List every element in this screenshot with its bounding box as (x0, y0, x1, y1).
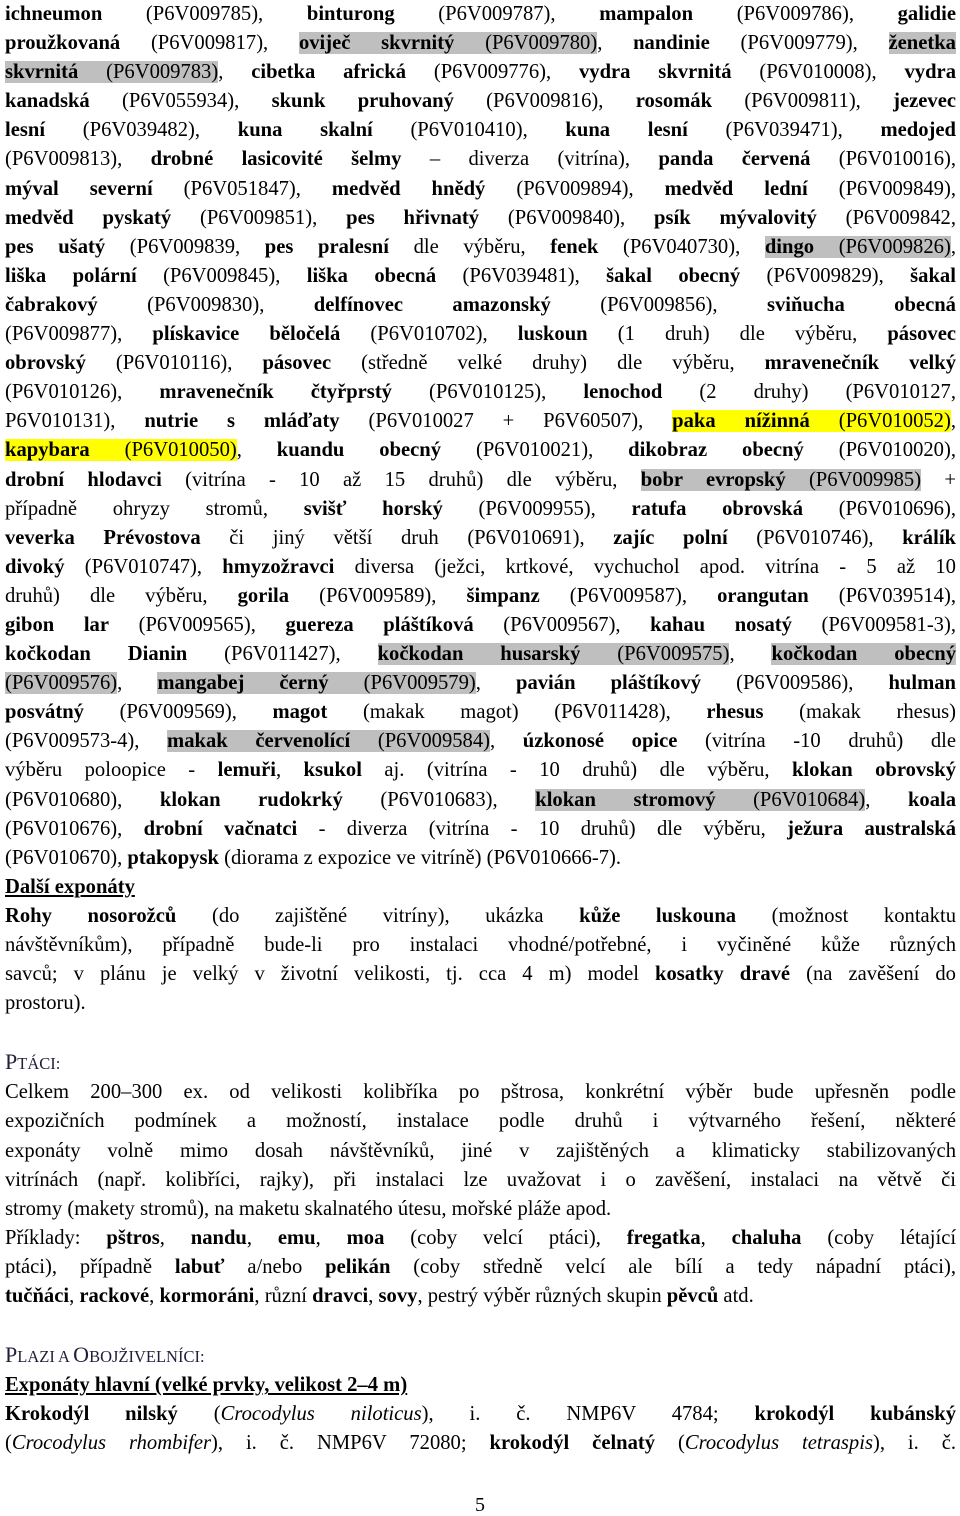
bold-term: gibon lar (5, 613, 109, 636)
text-line (5, 378, 956, 407)
bold-term: rhesus (706, 701, 764, 724)
text-run: (P6V011427), (187, 643, 378, 666)
text-run: (P6V010696), (803, 497, 956, 520)
text-run: , různí (254, 1285, 313, 1308)
text-line (5, 291, 956, 320)
bold-term: lemuři (217, 759, 276, 782)
text-run: (možnost kontaktu (736, 904, 956, 927)
dalsi-exponaty-paragraph (5, 902, 956, 1018)
section-heading-plazi-obojzivelnici: PLAZI A OBOJŽIVELNÍCI: (5, 1342, 205, 1368)
text-run: (P6V009839, (105, 235, 265, 258)
bold-term: ksukol (303, 759, 362, 782)
text-run: (P6V010027 + P6V60507), (339, 410, 673, 433)
text-run: savců; v plánu je velký v životní velikosti, tj. cca 4 m) model (5, 963, 656, 986)
bold-term: králík (902, 526, 956, 549)
text-line (5, 58, 956, 87)
text-line (5, 931, 956, 960)
bold-term: tučňáci (5, 1285, 70, 1308)
highlighted-text: kočkodan husarský (377, 643, 581, 666)
section-heading-ptaci: PTÁCI: (5, 1049, 61, 1075)
text-run: (P6V009813), (5, 148, 151, 171)
text-run: (P6V009894), (485, 177, 665, 200)
bold-term: vydra skvrnitá (578, 61, 732, 84)
highlighted-text: (P6V009783) (78, 61, 219, 84)
text-run: prostoru). (5, 992, 86, 1015)
bold-term: úzkonosé opice (522, 730, 678, 753)
text-line (5, 175, 956, 204)
highlighted-text: (P6V009575) (580, 643, 730, 666)
text-run: (P6V009851), (171, 206, 347, 229)
text-run: (P6V009786), (693, 3, 898, 25)
text-run: - diverza (vitrína - 10 druhů) dle výběru, (297, 817, 788, 840)
text-run: či jiný větší druh (P6V010691), (200, 526, 614, 549)
text-run: (vitrína -10 druhů) dle (677, 730, 957, 753)
text-run: (P6V039482), (45, 119, 238, 142)
text-run: ), i. č. NMP6V 4784; (421, 1403, 755, 1426)
bold-term: hulman (888, 672, 956, 695)
bold-term: kanadská (5, 90, 90, 113)
text-run: (P6V010746), (727, 526, 903, 549)
text-run: (P6V009830), (97, 293, 314, 316)
italic-term: Crocodylus rhombifer (11, 1432, 211, 1455)
bold-term: šakal obecný (606, 264, 741, 287)
bold-term: gorila (237, 584, 290, 607)
text-run: , (729, 643, 772, 666)
text-run: , (950, 235, 956, 258)
highlighted-text: (P6V009576) (5, 672, 118, 695)
text-line (5, 611, 956, 640)
text-line (5, 1429, 956, 1458)
bold-term: nutrie s mláďaty (144, 410, 340, 433)
text-run: (P6V009785), (102, 3, 307, 25)
bold-term: fenek (550, 235, 599, 258)
text-run: (P6V055934), (89, 90, 272, 113)
bold-term: orangutan (717, 584, 809, 607)
text-run: (P6V010676), (5, 817, 144, 840)
bold-term: labuť (174, 1255, 225, 1278)
text-run: (P6V010747), (64, 555, 223, 578)
ptaci-description-paragraph (5, 1078, 956, 1223)
text-run: ( (5, 1432, 12, 1455)
text-run: vitrínách (např. kolibříci, rajky), při instalaci lze uvažovat i o zavěšení, instalaci na větvě či (5, 1168, 956, 1191)
text-run: a/nebo (224, 1255, 326, 1278)
bold-term: pes pralesní (264, 235, 389, 258)
bold-term: pavián pláštíkový (516, 672, 702, 695)
bold-term: mýval severní (5, 177, 153, 200)
text-run: (na zavěšení do (790, 963, 956, 986)
bold-term: čabrakový (5, 293, 98, 316)
text-line (5, 844, 956, 873)
text-run: , pestrý výběr různých skupin (417, 1285, 667, 1308)
text-run: případně ohryzy stromů, (5, 497, 304, 520)
text-run: (P6V010680), (5, 788, 160, 811)
text-run: (P6V039471), (687, 119, 881, 142)
text-line (5, 640, 956, 669)
text-run: Celkem 200–300 ex. od velikosti kolibříka po pštrosa, konkrétní výběr bude upřesněn podle (5, 1081, 956, 1104)
highlighted-text: (P6V010050) (89, 439, 237, 462)
text-run: , (597, 32, 634, 55)
highlighted-text: (P6V009985) (785, 468, 922, 491)
text-run: Příklady: (5, 1226, 107, 1249)
text-run: , (246, 1226, 278, 1249)
bold-term: obrovský (5, 352, 86, 375)
bold-term: drobné lasicovité šelmy (150, 148, 402, 171)
text-run: exponáty volně mimo dosah návštěvníků, jiné v zajištěných a klimaticky stabilizovaných (5, 1139, 956, 1162)
text-run: (P6V039514), (808, 584, 956, 607)
bold-term: delfínovec amazonský (313, 293, 551, 316)
text-run: , (149, 1285, 160, 1308)
text-run: dle výběru, (388, 235, 551, 258)
text-run: (středně velké druhy) dle výběru, (331, 352, 765, 375)
text-run: (P6V009811), (712, 90, 894, 113)
text-line (5, 407, 956, 436)
highlighted-text: ženetka (888, 32, 956, 55)
text-line (5, 553, 956, 582)
text-run: druhů) dle výběru, (5, 584, 238, 607)
highlighted-text: paka nížinná (672, 410, 810, 433)
text-run: (P6V009877), (5, 323, 153, 346)
text-line (5, 815, 956, 844)
bold-term: cibetka africká (251, 61, 407, 84)
bold-term: hmyzožravci (222, 555, 335, 578)
bold-term: skunk pruhovaný (271, 90, 454, 113)
text-run: (P6V010702), (340, 323, 518, 346)
bold-term: kočkodan Dianin (5, 643, 188, 666)
text-run: ), i. č. NMP6V 72080; (211, 1432, 490, 1455)
bold-term: pes ušatý (5, 235, 106, 258)
bold-term: lenochod (583, 381, 663, 404)
text-run: , (117, 672, 158, 695)
text-run: (P6V010410), (372, 119, 566, 142)
highlighted-text: dingo (764, 235, 815, 258)
page-number: 5 (475, 1494, 485, 1516)
highlighted-text: (P6V009780) (454, 32, 598, 55)
bold-term: kůže luskouna (579, 904, 737, 927)
ptaci-examples-paragraph (5, 1224, 956, 1311)
bold-term: Rohy nosorožců (5, 904, 177, 927)
text-run: + (921, 468, 956, 491)
text-run: (P6V010016), (810, 148, 957, 171)
bold-term: veverka Prévostova (5, 526, 201, 549)
highlighted-text: kapybara (5, 439, 90, 462)
bold-term: panda červená (658, 148, 811, 171)
bold-term: vydra (904, 61, 956, 84)
text-line (5, 233, 956, 262)
bold-term: fregatka (626, 1226, 701, 1249)
text-run: (2 druhy) (P6V010127, (662, 381, 956, 404)
text-run: (coby létající (801, 1226, 957, 1249)
text-line (5, 495, 956, 524)
text-run: (P6V010020), (803, 439, 956, 462)
text-line (5, 87, 956, 116)
bold-term: ratufa obrovská (631, 497, 803, 520)
bold-term: pěvců (666, 1285, 719, 1308)
bold-term: liška obecná (306, 264, 437, 287)
text-run: (P6V009565), (108, 613, 286, 636)
bold-term: krokodýl čelnatý (489, 1432, 656, 1455)
text-run: ), i. č. (872, 1432, 957, 1455)
bold-term: galidie (897, 3, 956, 25)
bold-term: klokan rudokrký (159, 788, 343, 811)
bold-term: lesní (5, 119, 46, 142)
text-line (5, 989, 956, 1018)
text-run: (P6V009779), (709, 32, 889, 55)
text-run: (P6V009842, (816, 206, 956, 229)
bold-term: krokodýl kubánský (754, 1403, 957, 1426)
text-run: (P6V009955), (442, 497, 632, 520)
bold-term: šimpanz (466, 584, 540, 607)
text-run: , (218, 61, 252, 84)
text-line (5, 727, 956, 756)
bold-term: ichneumon (5, 3, 103, 25)
highlighted-text: (P6V009579) (328, 672, 476, 695)
bold-term: luskoun (517, 323, 588, 346)
text-run: (P6V009776), (406, 61, 579, 84)
text-run: (P6V009817), (120, 32, 299, 55)
bold-term: mravenečník čtyřprstý (159, 381, 392, 404)
mammals-species-list (5, 0, 956, 873)
text-run: (P6V010683), (342, 788, 536, 811)
text-run: , (275, 759, 304, 782)
section-heading-dalsi-exponaty: Další exponáty (5, 875, 135, 898)
bold-term: psík mývalovitý (654, 206, 817, 229)
text-run: (do zajištěné vitríny), ukázka (176, 904, 580, 927)
text-run: ( (177, 1403, 221, 1426)
text-line (5, 1107, 956, 1136)
bold-term: kahau nosatý (650, 613, 792, 636)
text-run: (P6V051847), (152, 177, 332, 200)
bold-term: rackové (79, 1285, 150, 1308)
text-run: (P6V009787), (394, 3, 600, 25)
highlighted-text: (P6V009584) (350, 730, 490, 753)
text-run: (P6V009569), (83, 701, 273, 724)
bold-term: zajíc polní (613, 526, 728, 549)
text-line (5, 1400, 956, 1429)
highlighted-text: mangabej černý (157, 672, 329, 695)
highlighted-text: kočkodan obecný (771, 643, 956, 666)
bold-term: Krokodýl nilský (5, 1403, 178, 1426)
bold-term: jezevec (893, 90, 956, 113)
bold-term: medojed (880, 119, 956, 142)
text-line (5, 1282, 956, 1311)
text-run: (P6V009856), (550, 293, 767, 316)
subheading-exponaty-hlavni: Exponáty hlavní (velké prvky, velikost 2–4 m) (5, 1374, 408, 1397)
text-line (5, 1078, 956, 1107)
text-run: , (490, 730, 523, 753)
bold-term: kuna skalní (237, 119, 373, 142)
highlighted-text: (P6V010052) (809, 410, 951, 433)
highlighted-text: klokan stromový (535, 788, 716, 811)
bold-term: nandinie (633, 32, 710, 55)
bold-term: pásovec (262, 352, 332, 375)
bold-term: kuna lesní (565, 119, 688, 142)
text-run: , (368, 1285, 379, 1308)
text-run: diversa (ježci, krtkové, vychuchol apod. vitrína - 5 až 10 (334, 555, 956, 578)
bold-term: drobní vačnatci (143, 817, 298, 840)
bold-term: ježura australská (787, 817, 956, 840)
highlighted-text: bobr evropský (640, 468, 786, 491)
text-line (5, 436, 956, 465)
bold-term: pásovec (887, 323, 956, 346)
bold-term: binturong (306, 3, 395, 25)
text-run: (P6V009573-4), (5, 730, 168, 753)
text-run: ( (655, 1432, 685, 1455)
bold-term: mampalon (599, 3, 694, 25)
spacer (5, 1311, 956, 1340)
text-run: (makak rhesus) (763, 701, 956, 724)
text-line (5, 1195, 956, 1224)
text-run: expozičních podmínek a možností, instalace podle druhů i výtvarného řešení, některé (5, 1110, 956, 1133)
text-run: (makak magot) (P6V011428), (327, 701, 707, 724)
bold-term: moa (346, 1226, 385, 1249)
bold-term: drobní hlodavci (5, 468, 162, 491)
text-run: (coby velcí ptáci), (384, 1226, 627, 1249)
bold-term: rosomák (635, 90, 713, 113)
text-run: atd. (718, 1285, 754, 1308)
text-line (5, 756, 956, 785)
text-run: (P6V009829), (740, 264, 911, 287)
text-line (5, 320, 956, 349)
text-run: výběru poloopice - (5, 759, 218, 782)
bold-term: liška polární (5, 264, 137, 287)
highlighted-text: (P6V010684) (715, 788, 866, 811)
bold-term: sovy (378, 1285, 418, 1308)
text-run: (P6V009845), (136, 264, 307, 287)
text-run: (P6V009581-3), (791, 613, 956, 636)
text-run: , (475, 672, 516, 695)
text-run: , (159, 1226, 191, 1249)
bold-term: sviňucha obecná (766, 293, 956, 316)
bold-term: dravci (312, 1285, 369, 1308)
text-line (5, 349, 956, 378)
text-line (5, 116, 956, 145)
text-line (5, 524, 956, 553)
bold-term: pes hřivnatý (346, 206, 480, 229)
bold-term: medvěd lední (664, 177, 808, 200)
bold-term: mravenečník velký (764, 352, 956, 375)
text-line (5, 145, 956, 174)
text-run: , (236, 439, 277, 462)
text-run: (P6V009816), (453, 90, 636, 113)
bold-term: šakal (910, 264, 956, 287)
text-run: (P6V010008), (731, 61, 905, 84)
bold-term: pštros (106, 1226, 160, 1249)
plazi-species-paragraph (5, 1400, 956, 1458)
text-line (5, 786, 956, 815)
highlighted-text: oviječ skvrnitý (298, 32, 455, 55)
text-run: (P6V010670), (5, 846, 128, 869)
bold-term: chaluha (731, 1226, 802, 1249)
text-run: (P6V039481), (436, 264, 607, 287)
text-run: (P6V009567), (473, 613, 651, 636)
text-line (5, 960, 956, 989)
bold-term: pelikán (325, 1255, 391, 1278)
text-run: (vitrína - 10 až 15 druhů) dle výběru, (161, 468, 641, 491)
text-line (5, 262, 956, 291)
bold-term: nandu (190, 1226, 247, 1249)
text-line (5, 669, 956, 698)
text-line (5, 29, 956, 58)
text-line (5, 1253, 956, 1282)
bold-term: emu (277, 1226, 316, 1249)
text-run: , (69, 1285, 80, 1308)
text-line (5, 902, 956, 931)
text-run: (P6V009587), (539, 584, 718, 607)
text-run: , (950, 410, 956, 433)
bold-term: plískavice běločelá (152, 323, 341, 346)
bold-term: proužkovaná (5, 32, 121, 55)
text-line (5, 698, 956, 727)
italic-term: Crocodylus tetraspis (684, 1432, 873, 1455)
text-line (5, 204, 956, 233)
text-run: návštěvníkům), případně bude-li pro instalaci vhodné/potřebné, i vyčiněné kůže různých (5, 934, 956, 956)
bold-term: medvěd hnědý (331, 177, 486, 200)
text-run: (P6V040730), (598, 235, 765, 258)
text-run: , (700, 1226, 732, 1249)
text-run: (P6V009840), (479, 206, 655, 229)
bold-term: kuandu obecný (276, 439, 442, 462)
bold-term: kosatky dravé (655, 963, 791, 986)
bold-term: divoký (5, 555, 65, 578)
bold-term: kormoráni (159, 1285, 255, 1308)
bold-term: posvátný (5, 701, 84, 724)
spacer (5, 1018, 956, 1047)
highlighted-text: (P6V009826) (814, 235, 951, 258)
bold-term: koala (907, 788, 957, 811)
bold-term: ptakopysk (127, 846, 219, 869)
text-line (5, 1137, 956, 1166)
text-run: aj. (vitrína - 10 druhů) dle výběru, (361, 759, 792, 782)
text-run: , (865, 788, 908, 811)
text-run: (P6V010021), (441, 439, 629, 462)
text-run: (P6V010125), (391, 381, 584, 404)
text-run: , (315, 1226, 347, 1249)
text-run: ptáci), případně (5, 1255, 175, 1278)
text-run: (P6V010126), (5, 381, 160, 404)
document-page (5, 0, 956, 1459)
text-run: (1 druh) dle výběru, (587, 323, 888, 346)
italic-term: Crocodylus niloticus (220, 1403, 422, 1426)
text-run: (coby středně velcí ale bílí a tedy nápadní ptáci), (390, 1255, 956, 1278)
text-run: (P6V009589), (289, 584, 467, 607)
highlighted-text: skvrnitá (5, 61, 79, 84)
text-run: (P6V009586), (701, 672, 889, 695)
text-run: P6V010131), (5, 410, 145, 433)
text-run: stromy (makety stromů), na maketu skalnatého útesu, mořské pláže apod. (5, 1197, 612, 1220)
text-run: – diverza (vitrína), (401, 148, 659, 171)
text-run: (diorama z expozice ve vitríně) (P6V010666-7). (219, 846, 622, 869)
bold-term: dikobraz obecný (628, 439, 804, 462)
text-run: (P6V009849), (807, 177, 956, 200)
text-line (5, 1224, 956, 1253)
bold-term: medvěd pyskatý (5, 206, 172, 229)
bold-term: magot (272, 701, 328, 724)
bold-term: svišť horský (303, 497, 443, 520)
bold-term: klokan obrovský (792, 759, 956, 782)
text-line (5, 0, 956, 29)
bold-term: guereza pláštíková (285, 613, 474, 636)
text-line (5, 582, 956, 611)
text-line (5, 466, 956, 495)
text-run: (P6V010116), (85, 352, 263, 375)
highlighted-text: makak červenolící (167, 730, 351, 753)
text-line (5, 1166, 956, 1195)
